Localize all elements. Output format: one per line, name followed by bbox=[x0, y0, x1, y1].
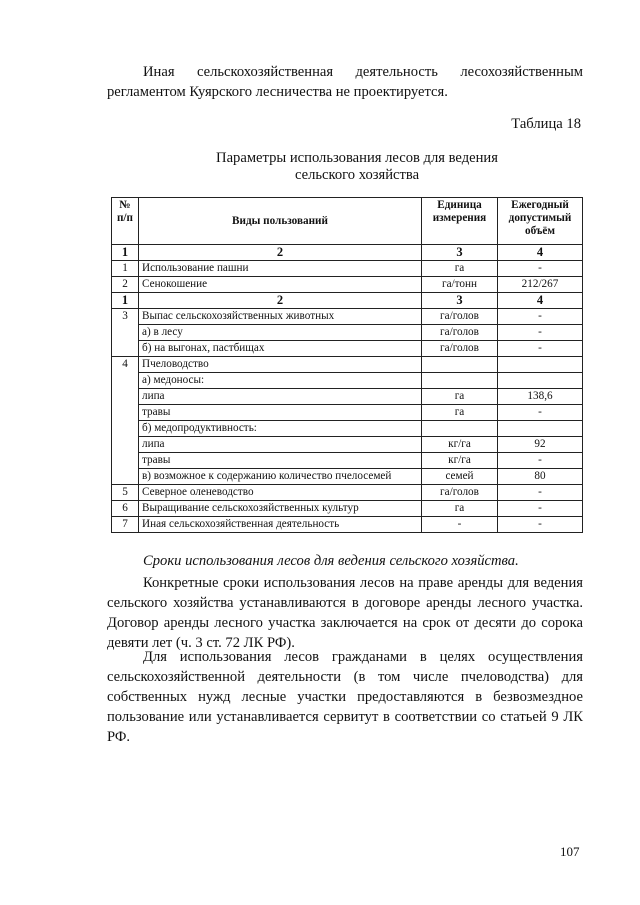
row-unit: - bbox=[422, 517, 498, 533]
row-volume: - bbox=[498, 517, 583, 533]
row-num: 5 bbox=[112, 485, 139, 501]
table-number: Таблица 18 bbox=[511, 116, 581, 132]
column-number-row bbox=[112, 293, 583, 309]
land-use-table bbox=[111, 197, 583, 533]
table-row bbox=[112, 421, 583, 437]
row-volume: - bbox=[498, 405, 583, 421]
row-type: Сенокошение bbox=[139, 277, 422, 293]
header-unit: Единица измерения bbox=[422, 198, 498, 245]
row-type: б) на выгонах, пастбищах bbox=[139, 341, 422, 357]
row-volume: - bbox=[498, 453, 583, 469]
row-num: 1 bbox=[112, 261, 139, 277]
section-title: Сроки использования лесов для ведения сельского хозяйства. bbox=[143, 553, 519, 569]
row-type: Иная сельскохозяйственная деятельность bbox=[139, 517, 422, 533]
row-volume: 80 bbox=[498, 469, 583, 485]
paragraph-free-use: Для использования лесов гражданами в целях осуществления сельскохозяйственной деятельности (в том числе пчеловодства) для собственных нужд лесные участки предоставляются в безвозмездное пользование или устанавливается сервитут в соответствии со статьей 9 ЛК РФ. bbox=[107, 649, 583, 745]
table-row bbox=[112, 341, 583, 357]
table-row bbox=[112, 437, 583, 453]
row-unit bbox=[422, 357, 498, 373]
table-row bbox=[112, 485, 583, 501]
row-unit bbox=[422, 373, 498, 389]
caption-line-1: Параметры использования лесов для ведения bbox=[216, 150, 498, 166]
paragraph-lease-terms: Конкретные сроки использования лесов на праве аренды для ведения сельского хозяйства устанавливаются в договоре аренды лесного участка. Договор аренды лесного участка заключается на срок от десяти до сорока девяти лет (ч. 3 ст. 72 ЛК РФ). bbox=[107, 575, 583, 651]
table-row bbox=[112, 517, 583, 533]
row-unit: га/голов bbox=[422, 341, 498, 357]
table-row bbox=[112, 261, 583, 277]
table-row bbox=[112, 373, 583, 389]
row-unit: семей bbox=[422, 469, 498, 485]
table-row bbox=[112, 389, 583, 405]
table-row bbox=[112, 357, 583, 373]
row-volume bbox=[498, 421, 583, 437]
row-num: 7 bbox=[112, 517, 139, 533]
row-volume bbox=[498, 357, 583, 373]
row-num bbox=[112, 437, 139, 453]
row-type: травы bbox=[139, 405, 422, 421]
row-unit: га/тонн bbox=[422, 277, 498, 293]
row-num bbox=[112, 453, 139, 469]
table-row bbox=[112, 453, 583, 469]
table-row bbox=[112, 469, 583, 485]
row-type: а) медоносы: bbox=[139, 373, 422, 389]
row-unit: га bbox=[422, 261, 498, 277]
row-unit: га bbox=[422, 389, 498, 405]
page-number: 107 bbox=[560, 844, 580, 859]
row-type: Северное оленеводство bbox=[139, 485, 422, 501]
table-caption bbox=[107, 150, 607, 184]
header-volume: Ежегодный допустимый объём bbox=[498, 198, 583, 245]
row-volume: 212/267 bbox=[498, 277, 583, 293]
row-volume: - bbox=[498, 485, 583, 501]
row-num bbox=[112, 469, 139, 485]
column-number-row bbox=[112, 245, 583, 261]
row-num bbox=[112, 405, 139, 421]
row-num bbox=[112, 421, 139, 437]
row-volume: 138,6 bbox=[498, 389, 583, 405]
row-volume: - bbox=[498, 501, 583, 517]
col-number: 3 bbox=[422, 293, 498, 309]
row-num bbox=[112, 341, 139, 357]
col-number: 2 bbox=[139, 245, 422, 261]
row-num bbox=[112, 389, 139, 405]
row-volume: - bbox=[498, 325, 583, 341]
row-unit: га/голов bbox=[422, 485, 498, 501]
table-row bbox=[112, 309, 583, 325]
row-type: а) в лесу bbox=[139, 325, 422, 341]
row-volume bbox=[498, 373, 583, 389]
row-volume: - bbox=[498, 309, 583, 325]
row-volume: - bbox=[498, 341, 583, 357]
row-unit: га bbox=[422, 501, 498, 517]
table-header-row bbox=[112, 198, 583, 245]
col-number: 2 bbox=[139, 293, 422, 309]
header-num: № п/п bbox=[112, 198, 139, 245]
row-type: липа bbox=[139, 389, 422, 405]
row-unit: га bbox=[422, 405, 498, 421]
row-num: 2 bbox=[112, 277, 139, 293]
row-unit: га/голов bbox=[422, 309, 498, 325]
row-type: травы bbox=[139, 453, 422, 469]
row-num: 6 bbox=[112, 501, 139, 517]
row-num bbox=[112, 373, 139, 389]
row-type: Пчеловодство bbox=[139, 357, 422, 373]
col-number: 4 bbox=[498, 245, 583, 261]
row-num: 4 bbox=[112, 357, 139, 373]
col-number: 1 bbox=[112, 245, 139, 261]
row-type: Выпас сельскохозяйственных животных bbox=[139, 309, 422, 325]
row-num: 3 bbox=[112, 309, 139, 325]
table-row bbox=[112, 277, 583, 293]
row-unit: га/голов bbox=[422, 325, 498, 341]
header-type: Виды пользований bbox=[139, 198, 422, 245]
table-row bbox=[112, 325, 583, 341]
intro-paragraph: Иная сельскохозяйственная деятельность лесохозяйственным регламентом Куярского лесничества не проектируется. bbox=[107, 64, 583, 100]
table-row bbox=[112, 501, 583, 517]
col-number: 4 bbox=[498, 293, 583, 309]
row-type: Использование пашни bbox=[139, 261, 422, 277]
col-number: 3 bbox=[422, 245, 498, 261]
row-unit bbox=[422, 421, 498, 437]
row-type: липа bbox=[139, 437, 422, 453]
caption-line-2: сельского хозяйства bbox=[294, 167, 420, 183]
row-unit: кг/га bbox=[422, 453, 498, 469]
row-unit: кг/га bbox=[422, 437, 498, 453]
row-volume: - bbox=[498, 261, 583, 277]
row-volume: 92 bbox=[498, 437, 583, 453]
row-type: Выращивание сельскохозяйственных культур bbox=[139, 501, 422, 517]
col-number: 1 bbox=[112, 293, 139, 309]
row-num bbox=[112, 325, 139, 341]
table-row bbox=[112, 405, 583, 421]
row-type: б) медопродуктивность: bbox=[139, 421, 422, 437]
row-type: в) возможное к содержанию количество пчелосемей bbox=[139, 469, 422, 485]
